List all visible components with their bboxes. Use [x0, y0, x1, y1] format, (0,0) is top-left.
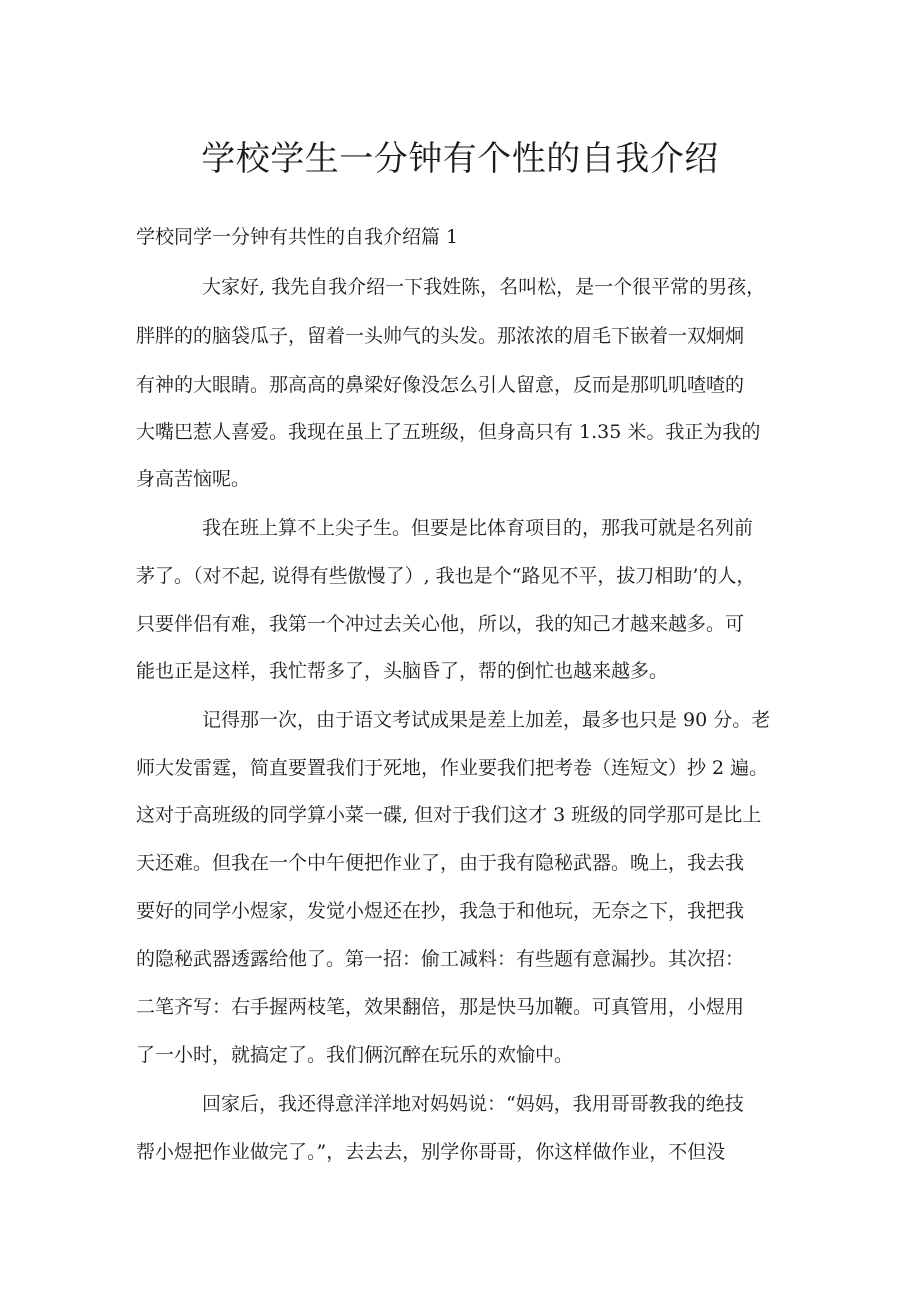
text-line: 了一小时，就搞定了。我们俩沉醉在玩乐的欢愉中。 — [136, 1044, 574, 1066]
text-line: 大家好, 我先自我介绍一下我姓陈，名叫松，是一个很平常的男孩， — [202, 276, 766, 298]
text-line: 记得那一次，由于语文考试成果是差上加差，最多也只是 90 分。老 — [202, 709, 771, 731]
text-line: 二笔齐写：右手握两枝笔，效果翻倍，那是快马加鞭。可真管用，小煜用 — [136, 996, 745, 1018]
text-line: 胖胖的的脑袋瓜子，留着一头帅气的头发。那浓浓的眉毛下嵌着一双炯炯 — [136, 325, 745, 347]
text-line: 要好的同学小煜家，发觉小煜还在抄，我急于和他玩，无奈之下，我把我 — [136, 900, 745, 922]
text-line: 天还难。但我在一个中午便把作业了，由于我有隐秘武器。晚上，我去我 — [136, 852, 745, 874]
text-line: 帮小煜把作业做完了。”，去去去，别学你哥哥，你这样做作业，不但没 — [136, 1141, 726, 1163]
text-line: 我在班上算不上尖子生。但要是比体育项目的，那我可就是名列前 — [202, 517, 754, 539]
text-line: 能也正是这样，我忙帮多了，头脑昏了，帮的倒忙也越来越多。 — [136, 660, 669, 682]
text-line: 这对于高班级的同学算小菜一碟, 但对于我们这才 3 班级的同学那可是比上 — [136, 804, 762, 826]
text-line: 茅了。（对不起, 说得有些傲慢了）, 我也是个“路见不平，拔刀相助’的人， — [136, 565, 756, 587]
text-line: 有神的大眼睛。那高高的鼻梁好像没怎么引人留意，反而是那叽叽喳喳的 — [136, 374, 745, 396]
text-line: 身高苦恼呢。 — [136, 468, 251, 490]
text-line: 回家后，我还得意洋洋地对妈妈说：“妈妈，我用哥哥教我的绝技 — [202, 1093, 744, 1115]
text-line: 师大发雷霆，简直要置我们于死地，作业要我们把考卷（连短文）抄 2 遍。 — [136, 757, 769, 779]
text-line: 只要伴侣有难，我第一个冲过去关心他，所以，我的知己才越来越多。可 — [136, 613, 745, 635]
text-line: 的隐秘武器透露给他了。第一招：偷工减料：有些题有意漏抄。其次招： — [136, 948, 745, 970]
document-title: 学校学生一分钟有个性的自我介绍 — [201, 139, 719, 179]
document-subtitle: 学校同学一分钟有共性的自我介绍篇 1 — [136, 226, 459, 248]
text-line: 大嘴巴惹人喜爱。我现在虽上了五班级，但身高只有 1.35 米。我正为我的 — [136, 421, 761, 443]
